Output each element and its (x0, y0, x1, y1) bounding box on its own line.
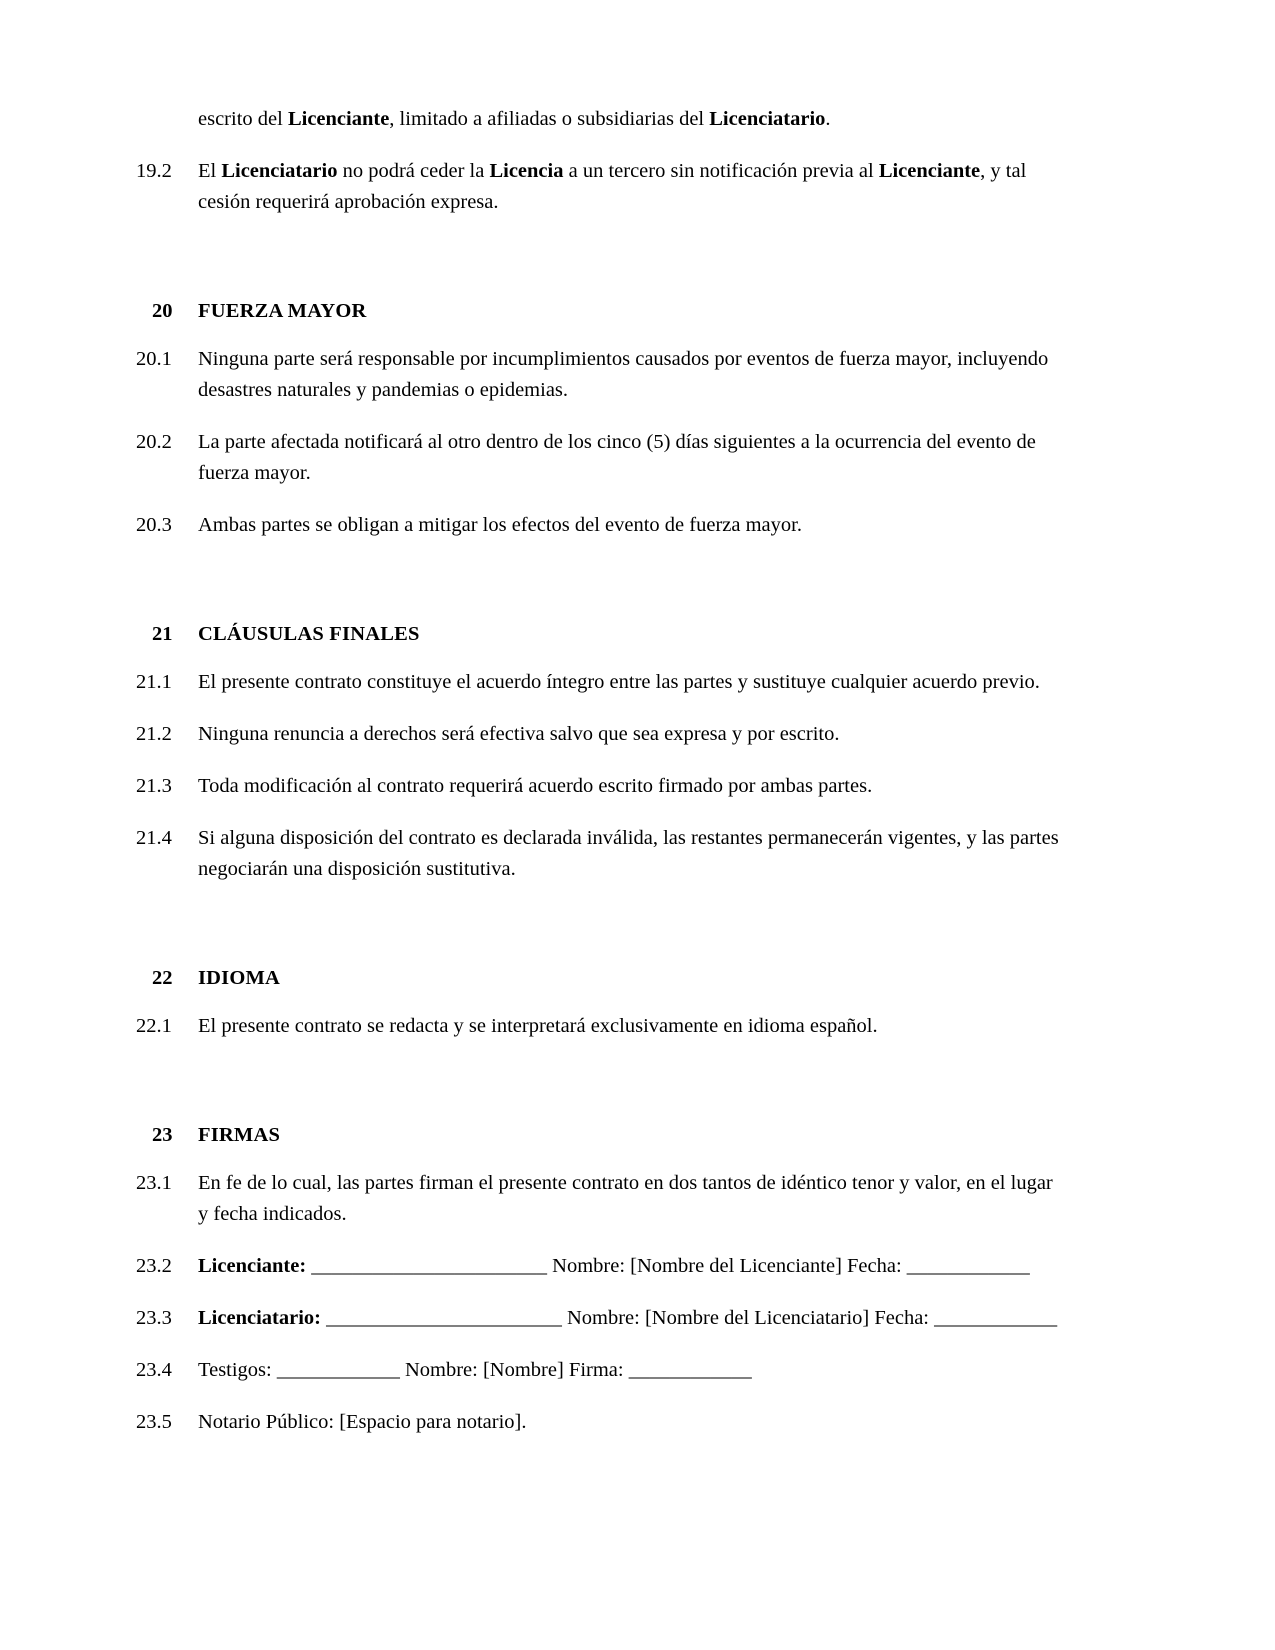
clause-item (136, 344, 1062, 406)
section-spacer (136, 239, 1062, 296)
section-heading (136, 963, 1062, 994)
clause-text-run: . (825, 108, 831, 130)
clause-body (198, 156, 1062, 218)
clause-text-run: Ambas partes se obligan a mitigar los efectos del evento de fuerza mayor. (198, 514, 802, 536)
clause-item (136, 510, 1062, 541)
clause-number: 21.2 (136, 723, 172, 745)
section-title: FUERZA MAYOR (198, 300, 367, 322)
section-heading (136, 619, 1062, 650)
section-number: 22 (152, 967, 173, 989)
clause-body (198, 1251, 1062, 1282)
clause-body (198, 771, 1062, 802)
clause-item (136, 719, 1062, 750)
section-title: CLÁUSULAS FINALES (198, 623, 420, 645)
clause-item (136, 771, 1062, 802)
clause-number: 23.3 (136, 1307, 172, 1329)
clause-text-run: _______________________ Nombre: [Nombre del Licenciatario] Fecha: ____________ (320, 1307, 1058, 1329)
clause-item (136, 1303, 1062, 1334)
emphasis-term: Licenciante (878, 160, 981, 182)
emphasis-term: Licenciatario (709, 108, 826, 130)
clause-text-run: En fe de lo cual, las partes firman el presente contrato en dos tantos de idéntico tenor y valor, en el lugar y fecha indicados. (198, 1172, 1053, 1225)
section-number: 20 (152, 300, 173, 322)
clause-body (198, 427, 1062, 489)
clause-number: 23.1 (136, 1172, 172, 1194)
heading-spacer (136, 650, 1062, 667)
clause-text-run: La parte afectada notificará al otro dentro de los cinco (5) días siguientes a la ocurrencia del evento de fuerza mayor. (198, 431, 1036, 484)
clause-number: 19.2 (136, 160, 172, 182)
clause-text-run: El presente contrato se redacta y se interpretará exclusivamente en idioma español. (198, 1015, 878, 1037)
clause-body (198, 1303, 1062, 1334)
clause-number: 22.1 (136, 1015, 172, 1037)
clause-number: 20.3 (136, 514, 172, 536)
section-title: IDIOMA (198, 967, 281, 989)
heading-spacer (136, 327, 1062, 344)
clause-body (198, 1407, 1062, 1438)
clause-text-run: _______________________ Nombre: [Nombre del Licenciante] Fecha: ____________ (306, 1255, 1030, 1277)
section-heading (136, 296, 1062, 327)
section-spacer (136, 1063, 1062, 1120)
clause-text-run: El presente contrato constituye el acuerdo íntegro entre las partes y sustituye cualquier acuerdo previo. (198, 671, 1040, 693)
section-number: 21 (152, 623, 173, 645)
clause-text-run: , limitado a afiliadas o subsidiarias del (389, 108, 710, 130)
clause-number: 21.3 (136, 775, 172, 797)
clause-body (198, 344, 1062, 406)
document-content (136, 104, 1062, 1459)
clause-text-run: Notario Público: [Espacio para notario]. (198, 1411, 527, 1433)
clause-item (136, 1011, 1062, 1042)
clause-item (136, 156, 1062, 218)
clause-text-run: Testigos: ____________ Nombre: [Nombre] Firma: ____________ (198, 1359, 752, 1381)
clause-number: 21.1 (136, 671, 172, 693)
clause-text-run: , y tal cesión requerirá aprobación expresa. (198, 160, 1027, 213)
clause-number: 23.4 (136, 1359, 172, 1381)
section-number: 23 (152, 1124, 173, 1146)
emphasis-term: Licencia (489, 160, 564, 182)
clause-body (198, 823, 1062, 885)
clause-item (136, 823, 1062, 885)
clause-text-run: no podrá ceder la (337, 160, 490, 182)
clause-body (198, 1011, 1062, 1042)
clause-item (136, 1251, 1062, 1282)
clause-number: 23.2 (136, 1255, 172, 1277)
clause-item (136, 1355, 1062, 1386)
clause-text-run: Ninguna parte será responsable por incumplimientos causados por eventos de fuerza mayor, incluyendo desastres naturales y pandemias o epidemias. (198, 348, 1049, 401)
clause-text-run: Si alguna disposición del contrato es declarada inválida, las restantes permanecerán vigentes, y las partes negociarán una disposición sustitutiva. (198, 827, 1059, 880)
emphasis-term: Licenciatario: (198, 1307, 321, 1329)
clause-continuation (136, 104, 1062, 135)
heading-spacer (136, 1151, 1062, 1168)
clause-text-run: El (198, 160, 222, 182)
clause-number: 20.2 (136, 431, 172, 453)
clause-body (198, 1355, 1062, 1386)
clause-body (198, 104, 1062, 135)
clause-item (136, 1407, 1062, 1438)
clause-number: 21.4 (136, 827, 172, 849)
section-heading (136, 1120, 1062, 1151)
clause-body (198, 1168, 1062, 1230)
clause-item (136, 427, 1062, 489)
clause-item (136, 667, 1062, 698)
clause-number: 20.1 (136, 348, 172, 370)
clause-text-run: escrito del (198, 108, 288, 130)
section-spacer (136, 562, 1062, 619)
clause-body (198, 510, 1062, 541)
clause-text-run: Ninguna renuncia a derechos será efectiva salvo que sea expresa y por escrito. (198, 723, 840, 745)
clause-text-run: a un tercero sin notificación previa al (563, 160, 879, 182)
clause-body (198, 719, 1062, 750)
emphasis-term: Licenciante: (198, 1255, 307, 1277)
emphasis-term: Licenciatario (221, 160, 338, 182)
section-spacer (136, 906, 1062, 963)
clause-text-run: Toda modificación al contrato requerirá acuerdo escrito firmado por ambas partes. (198, 775, 873, 797)
clause-number: 23.5 (136, 1411, 172, 1433)
heading-spacer (136, 994, 1062, 1011)
clause-item (136, 1168, 1062, 1230)
emphasis-term: Licenciante (287, 108, 390, 130)
section-title: FIRMAS (198, 1124, 281, 1146)
clause-body (198, 667, 1062, 698)
